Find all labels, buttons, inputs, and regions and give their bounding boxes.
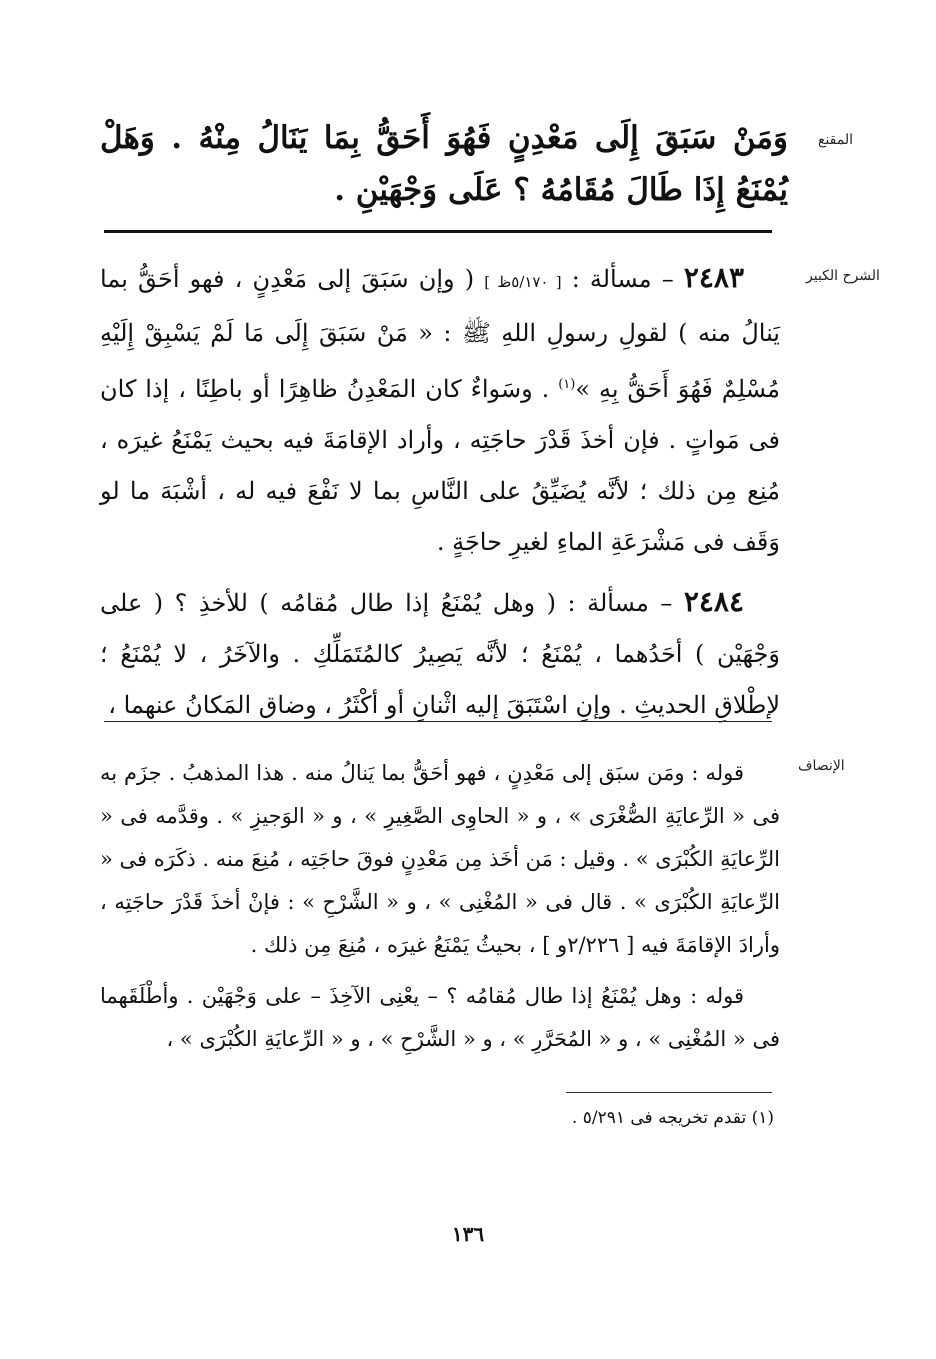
sharh-text: ( وإن سَبَقَ إلى مَعْدِنٍ ، فهو أحَقُّ بما يَنالُ منه ) لقولِ رسولِ اللهِ ﷺ : « مَنْ سَبَقَ إِلَى مَا لَمْ يَسْبِقْ إِلَيْهِ مُسْلِمٌ فَهُوَ أَحَقُّ بِهِ »	[100, 265, 780, 403]
label-muqni: المقنع	[818, 132, 854, 148]
section-divider-thick	[104, 230, 772, 233]
issue-number: ٢٤٨٣	[683, 261, 744, 294]
sharh-section	[100, 252, 780, 731]
sharh-text: . وسَواءٌ كان المَعْدِنُ ظاهِرًا أو باطِنًا ، إذا كان فى مَواتٍ . فإن أخذَ قَدْرَ حاجَتِه ، وأراد الإقامَةَ فيه بحيث يَمْنَعُ غيرَه ، مُنِع مِن ذلك ؛ لأنَّه يُضَيِّقُ على النَّاسِ بما لا نَفْعَ فيه له ، أشْبَهَ ما لو وَقَف فى مَشْرَعَةِ الماءِ لغيرِ حاجَةٍ .	[100, 375, 780, 556]
label-sharh: الشرح الكبير	[806, 268, 880, 284]
footnote-marker: (١)	[558, 377, 576, 392]
insaf-section	[100, 752, 780, 1061]
manuscript-ref: [ ٥/١٧٠ظ ]	[484, 273, 562, 291]
issue-heading: – مسألة :	[571, 265, 674, 293]
section-divider-thin	[104, 721, 772, 722]
muqni-text: وَمَنْ سَبَقَ إِلَى مَعْدِنٍ فَهُوَ أَحَقُّ بِمَا يَنَالُ مِنْهُ . وَهَلْ يُمْنَعُ إِذَا طَالَ مُقَامُهُ ؟ عَلَى وَجْهَيْنِ .	[100, 120, 788, 208]
insaf-paragraph: قوله : ومَن سبَق إلى مَعْدِنٍ ، فهو أحَقُّ بما يَنالُ منه . هذا المذهبُ . جزَم به فى « الرِّعايَةِ الصُّغْرَى » ، و « الحاوِى الصَّغِيرِ » ، و « الوَجيزِ » . وقدَّمه فى « الرِّعايَةِ الكُبْرَى » . وقيل : مَن أخَذ مِن مَعْدِنٍ فوقَ حاجَتِه ، مُنِعَ منه . ذكَرَه فى « الرِّعايَةِ الكُبْرَى » . قال فى « المُغْنِى » ، و « الشَّرْحِ » : فإنْ أخذَ قَدْرَ حاجَتِه ، وأرادَ الإقامَةَ فيه [ ٢/٢٢٦و ] ، بحيثُ يَمْنَعُ غيرَه ، مُنِعَ مِن ذلك .	[100, 761, 781, 957]
page-number: ١٣٦	[451, 1222, 485, 1246]
sharh-paragraph-2484	[100, 576, 780, 731]
sharh-text: – مسألة : ( وهل يُمْنَعُ إذا طال مُقامُه ) للأخذِ ؟ ( على وَجْهَيْن ) أحَدُهما ، يُمْنَعُ ؛ لأنَّه يَصِيرُ كالمُتَمَلِّكِ . والآخَرُ ، لا يُمْنَعُ ؛ لإطْلاقِ الحديثِ . وإنِ اسْتَبَقَ إليه اثْنانِ أو أكْثَرُ ، وضاق المَكانُ عنهما ،	[100, 589, 780, 719]
footnote-divider	[566, 1092, 772, 1093]
label-insaf: الإنصاف	[798, 758, 845, 774]
issue-number: ٢٤٨٤	[683, 585, 744, 618]
footnote: (١) تقدم تخريجه فى ٥/٢٩١ .	[571, 1108, 774, 1128]
sharh-paragraph-2483	[100, 252, 780, 568]
insaf-paragraph: قوله : وهل يُمْنَعُ إذا طال مُقامُه ؟ – يعْنِى الآخِذَ – على وَجْهَيْن . وأطْلَقَهما فى « المُغْنِى » ، و « المُحَرَّرِ » ، و « الشَّرْحِ » ، و « الرِّعايَةِ الكُبْرَى » ،	[100, 984, 780, 1051]
